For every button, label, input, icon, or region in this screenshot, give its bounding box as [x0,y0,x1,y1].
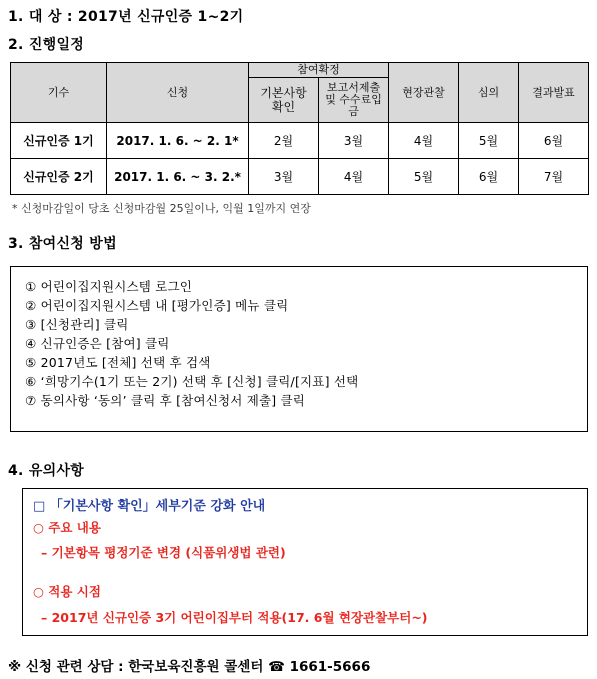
step-item: ⑤ 2017년도 [전체] 선택 후 검색 [25,355,211,370]
cell-report-fee: 4월 [319,159,389,195]
section-caution: 4. 유의사항 [8,463,85,479]
section-schedule: 2. 진행일정 [8,37,85,53]
header-review: 심의 [459,63,519,123]
cell-basic-check: 3월 [249,159,319,195]
step-item: ③ [신청관리] 클릭 [25,317,129,332]
header-application: 신청 [107,63,249,123]
cell-review: 5월 [459,123,519,159]
contact-footer: ※ 신청 관련 상담 : 한국보육진흥원 콜센터 ☎ 1661-5666 [8,659,371,675]
cell-application: 2017. 1. 6. ~ 3. 2.* [107,159,249,195]
notice-timing-detail: – 2017년 신규인증 3기 어린이집부터 적용(17. 6월 현장관찰부터~) [41,610,428,625]
table-row [11,159,589,195]
cell-cohort: 신규인증 2기 [11,159,107,195]
cell-basic-check: 2월 [249,123,319,159]
notice-timing-label: ○ 적용 시점 [33,584,101,599]
cell-result: 7월 [519,159,589,195]
header-basic-check: 기본사항 확인 [249,78,319,123]
notice-content-label: ○ 주요 내용 [33,520,101,535]
cell-report-fee: 3월 [319,123,389,159]
cell-cohort: 신규인증 1기 [11,123,107,159]
header-report-fee: 보고서제출 및 수수료입금 [319,78,389,123]
table-row [11,123,589,159]
cell-site-visit: 5월 [389,159,459,195]
cell-result: 6월 [519,123,589,159]
step-item: ⑥ ‘희망기수(1기 또는 2기) 선택 후 [신청] 클릭/[지표] 선택 [25,374,359,389]
step-item: ④ 신규인증은 [참여] 클릭 [25,336,170,351]
cell-site-visit: 4월 [389,123,459,159]
notice-box [22,488,588,636]
header-result: 결과발표 [519,63,589,123]
steps-box [10,266,588,432]
section-target: 1. 대 상 : 2017년 신규인증 1~2기 [8,9,244,25]
cell-review: 6월 [459,159,519,195]
notice-title: □ 「기본사항 확인」세부기준 강화 안내 [33,499,266,514]
step-item: ⑦ 동의사항 ‘동의’ 클릭 후 [참여신청서 제출] 클릭 [25,393,306,408]
cell-application: 2017. 1. 6. ~ 2. 1* [107,123,249,159]
deadline-note: * 신청마감일이 당초 신청마감월 25일이나, 익월 1일까지 연장 [12,202,311,215]
notice-content-detail: – 기본항목 평정기준 변경 (식품위생법 관련) [41,545,286,560]
step-item: ② 어린이집지원시스템 내 [평가인증] 메뉴 클릭 [25,298,289,313]
step-item: ① 어린이집지원시스템 로그인 [25,279,193,294]
section-apply-method: 3. 참여신청 방법 [8,236,117,252]
schedule-table [10,62,589,195]
header-group-confirm: 참여확정 [249,63,389,78]
header-site-visit: 현장관찰 [389,63,459,123]
header-cohort: 기수 [11,63,107,123]
